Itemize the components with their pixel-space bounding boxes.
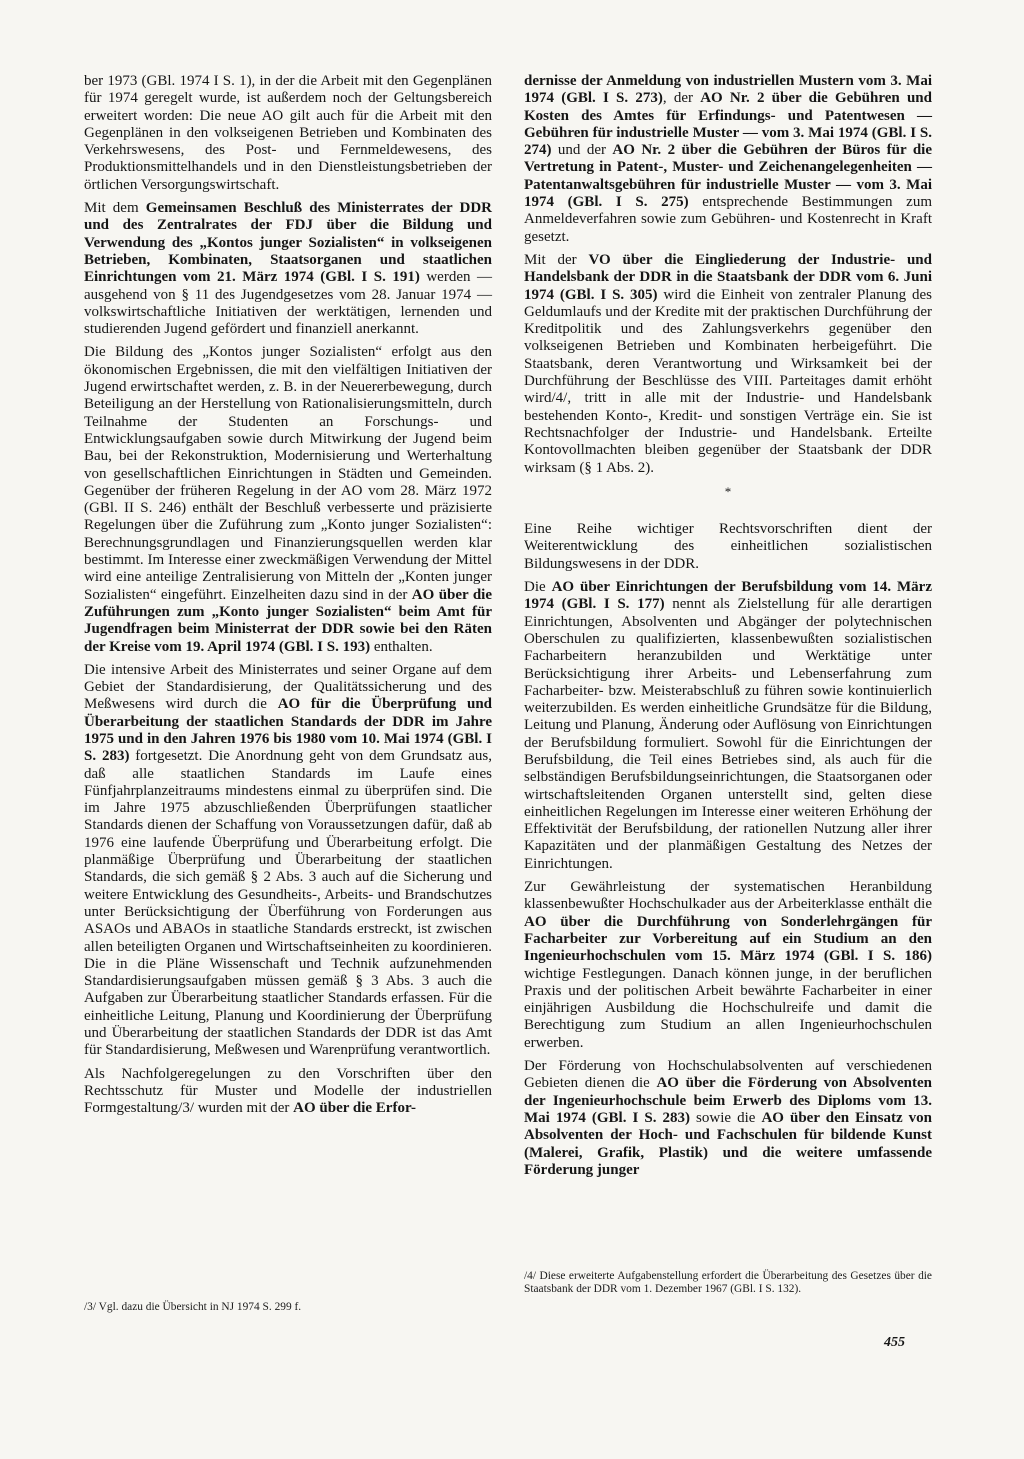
paragraph bbox=[84, 1066, 492, 1118]
legal-reference: AO über die Förderung von Absolventen der Ingenieurhochschule beim Erwerb des Diploms vom 13. Mai 1974 (GBl. I S. 283) bbox=[524, 1075, 932, 1126]
paragraph-text: Die Bildung des „Kontos junger Sozialisten“ erfolgt aus den ökonomischen Ergebnissen, die mit den vielfältigen Initiativen der Jugend erwirtschaftet werden, z. B. in der Neuererbewegung, durch Beteiligung an der Herstellung von Rationalisierungsmitteln, durch Teilnahme der Studenten an Forschungs- und Entwicklungsaufgaben sowie durch Mitwirkung der Jugend beim Bau, bei der Rekonstruktion, Modernisierung und Werterhaltung von gesellschaftlichen Einrichtungen in Städten und Gemeinden. Gegenüber der früheren Regelung in der AO vom 28. März 1972 (GBl. II S. 246) enthält der Beschluß verbesserte und präzisierte Regelungen über die Zuführung zum „Konto junger Sozialisten“: Berechnungsgrundlagen und Finanzierungsquellen werden klar bestimmt. Im Interesse einer zweckmäßigen Verwendung der Mittel wird eine anteilige Zentralisierung von Mitteln der „Konten junger Sozialisten“ eingeführt. Einzelheiten dazu sind in der bbox=[84, 344, 492, 603]
paragraph-text: ber 1973 (GBl. 1974 I S. 1), in der die Arbeit mit den Gegenplänen für 1974 geregelt wurde, ist außerdem noch der Geltungsbereich erweitert worden: Die neue AO gilt auch für die Arbeit mit den Gegenplänen in den volkseigenen Betrieben und Kombinaten des Verkehrswesens, des Post- und Fernmeldewesens, des Produktionsmittelhandels und in den Dienstleistungsbetrieben der örtlichen Versorgungswirtschaft. bbox=[84, 73, 492, 193]
paragraph bbox=[524, 1058, 932, 1179]
legal-reference: AO über die Durchführung von Sonderlehrgängen für Facharbeiter zur Vorbereitung auf ein Studium an den Ingenieurhochschulen vom 15. März 1974 (GBl. I S. 186) bbox=[524, 913, 932, 965]
footnote-4: /4/ Diese erweiterte Aufgabenstellung erfordert die Überarbeitung des Gesetzes über die Staatsbank der DDR vom 1. Dezember 1967 (GBl. I S. 132). bbox=[524, 1270, 932, 1295]
paragraph-text: Die intensive Arbeit des Ministerrates und seiner Organe auf dem Gebiet der Standardisierung, der Qualitätssicherung und des Meßwesens wird durch die bbox=[84, 661, 492, 713]
paragraph bbox=[524, 521, 932, 573]
paragraph-text: Die bbox=[524, 579, 552, 596]
paragraph-text: sowie die bbox=[690, 1109, 762, 1126]
right-column-top bbox=[524, 73, 932, 477]
paragraph bbox=[524, 879, 932, 1052]
legal-reference: AO über den Einsatz von Absolventen der Hoch- und Fachschulen für bildende Kunst (Malerei, Grafik, Plastik) und die weitere umfassende Förderung junger bbox=[524, 1109, 932, 1178]
footnote-3: /3/ Vgl. dazu die Übersicht in NJ 1974 S. 299 f. bbox=[84, 1301, 302, 1313]
paragraph-text: , der bbox=[662, 90, 701, 107]
paragraph-text: und der bbox=[551, 142, 613, 159]
paragraph-text: Eine Reihe wichtiger Rechtsvorschriften dient der Weiterentwicklung des einheitlichen sozialistischen Bildungswesens in der DDR. bbox=[524, 521, 932, 572]
legal-reference: dernisse der Anmeldung von industriellen Mustern vom 3. Mai 1974 (GBl. I S. 273) bbox=[524, 73, 932, 107]
paragraph-text: Als Nachfolgeregelungen zu den Vorschriften über den Rechtsschutz für Muster und Modelle der industriellen Formgestaltung/3/ wurden mit der bbox=[84, 1065, 492, 1117]
paragraph-text: Mit der bbox=[524, 251, 589, 268]
paragraph-text: nennt als Zielstellung für alle derartigen Einrichtungen, Absolventen und Abgänger der polytechnischen Oberschulen zu qualifizierten, klassenbewußten sozialistischen Facharbeitern heranzubilden und Werktätige unter Berücksichtigung ihrer Arbeits- und Lebenserfahrung zum Facharbeiter- bzw. Meisterabschluß zu führen sowie kontinuierlich weiterzubilden. Es werden einheitliche Grundsätze für die Bildung, Leitung und Planung, Änderung oder Auflösung von Einrichtungen der Berufsbildung formuliert. Sowohl für die Einrichtungen der Berufsbildung, die Teil eines Betriebes sind, als auch für die selbständigen Berufsbildungseinrichtungen, die Staatsorganen oder wirtschaftsleitenden Organen unterstellt sind, gelten diese einheitlichen Regelungen im Interesse einer weiteren Erhöhung der Effektivität der Berufsbildung, der rationellen Nutzung aller ihrer Kapazitäten und der planmäßigen Gestaltung des Netzes der Einrichtungen. bbox=[524, 596, 932, 872]
legal-reference: Gemeinsamen Beschluß des Ministerrates der DDR und des Zentralrates der FDJ über die Bildung und Verwendung des „Kontos junger Sozialisten“ in volkseigenen Betrieben, Kombinaten, Staatsorganen und staatlichen Einrichtungen vom 21. März 1974 (GBl. I S. 191) bbox=[84, 200, 492, 286]
paragraph bbox=[84, 73, 492, 194]
paragraph bbox=[84, 344, 492, 655]
paragraph bbox=[524, 579, 932, 873]
right-column-bottom bbox=[524, 521, 932, 1179]
legal-reference: AO über Einrichtungen der Berufsbildung vom 14. März 1974 (GBl. I S. 177) bbox=[524, 579, 932, 613]
paragraph bbox=[84, 662, 492, 1060]
paragraph-text: entsprechende Bestimmungen zum Anmeldeverfahren sowie zum Gebühren- und Kostenrecht in Kraft gesetzt. bbox=[524, 194, 932, 245]
left-column bbox=[84, 73, 492, 1124]
legal-reference: VO über die Eingliederung der Industrie- und Handelsbank der DDR in die Staatsbank der DDR vom 6. Juni 1974 (GBl. I S. 305) bbox=[524, 251, 932, 303]
legal-reference: AO für die Überprüfung und Überarbeitung der staatlichen Standards der DDR im Jahre 1975 und in den Jahren 1976 bis 1980 vom 10. Mai 1974 (GBl. I S. 283) bbox=[84, 696, 493, 765]
paragraph-text: fortgesetzt. Die Anordnung geht von dem Grundsatz aus, daß alle staatlichen Standards im Laufe eines Fünfjahrplanzeitraums mindestens einmal zu überprüfen sind. Die im Jahre 1975 abzuschließenden Überprüfungen staatlicher Standards dienen der Schaffung von Voraussetzungen dafür, daß ab 1976 eine laufende Überprüfung und Überarbeitung erfolgt. Die planmäßige Überprüfung und Überarbeitung der staatlichen Standards, die sich gemäß § 2 Abs. 3 auch auf die Sicherung und weitere Entwicklung des Gesundheits-, Arbeits- und Brandschutzes unter Berücksichtigung der Überführung von Forderungen aus ASAOs und ABAOs in staatliche Standards erstreckt, ist zwischen allen beteiligten Organen und Wirtschaftseinheiten zu koordinieren. Die in die Pläne Wissenschaft und Technik aufzunehmenden Standardisierungsaufgaben müssen gemäß § 3 Abs. 3 auch die Aufgaben zur Überarbeitung staatlicher Standards erfassen. Für die einheitliche Leitung, Planung und Koordinierung der Überprüfung und Überarbeitung der staatlichen Standards der DDR ist das Amt für Standardisierung, Meßwesen und Warenprüfung verantwortlich. bbox=[84, 748, 492, 1059]
paragraph-text: Zur Gewährleistung der systematischen Heranbildung klassenbewußter Hochschulkader aus der Arbeiterklasse enthält die bbox=[524, 879, 932, 913]
legal-reference: AO Nr. 2 über die Gebühren der Büros für die Vertretung in Patent-, Muster- und Zeichenangelegenheiten — Patentanwaltsgebühren für industrielle Muster — vom 3. Mai 1974 (GBl. I S. 275) bbox=[524, 142, 932, 211]
paragraph-text: wichtige Festlegungen. Danach können junge, in der beruflichen Praxis und der politischen Arbeit bewährte Facharbeiter in einer einjährigen Ausbildung die Hochschulreife und damit die Berechtigung zum Studium an allen Ingenieurhochschulen erwerben. bbox=[524, 965, 932, 1051]
legal-reference: AO über die Zuführungen zum „Konto junger Sozialisten“ beim Amt für Jugendfragen beim Ministerrat der DDR sowie bei den Räten der Kreise vom 19. April 1974 (GBl. I S. 193) bbox=[84, 586, 492, 655]
paragraph-text: Mit dem bbox=[84, 200, 146, 217]
legal-reference: AO Nr. 2 über die Gebühren und Kosten des Amtes für Erfindungs- und Patentwesen — Gebühren für industrielle Muster — vom 3. Mai 1974 (GBl. I S. 274) bbox=[524, 90, 932, 159]
paragraph-text: Der Förderung von Hochschulabsolventen auf verschiedenen Gebieten dienen die bbox=[524, 1058, 932, 1092]
paragraph-text: enthalten. bbox=[370, 638, 433, 655]
paragraph bbox=[84, 200, 492, 338]
right-column bbox=[524, 73, 932, 1185]
paragraph-text: werden — ausgehend von § 11 des Jugendgesetzes vom 28. Januar 1974 — volkswirtschaftliche Initiativen der werktätigen, lernenden und studierenden Jugend gefördert und finanziell anerkannt. bbox=[84, 269, 492, 338]
legal-reference: AO über die Erfor- bbox=[293, 1100, 417, 1117]
section-separator: * bbox=[724, 483, 732, 499]
page-number: 455 bbox=[884, 1335, 905, 1350]
paragraph-text: wird die Einheit von zentraler Planung des Geldumlaufs und der Kredite mit der praktischen Durchführung der Kreditpolitik und des Zahlungsverkehrs gegenüber den volkseigenen Betrieben und Kombinaten herbeigeführt. Die Staatsbank, deren Verantwortung und Wirksamkeit bei der Durchführung der Beschlüsse des VIII. Parteitages damit erhöht wird/4/, tritt in alle mit der Industrie- und Handelsbank bestehenden Konto-, Kredit- und sonstigen Verträge ein. Sie ist Rechtsnachfolger der Industrie- und Handelsbank. Erteilte Kontovollmachten bleiben gegenüber der Staatsbank der DDR wirksam (§ 1 Abs. 2). bbox=[524, 286, 932, 476]
paragraph bbox=[524, 252, 932, 477]
paragraph bbox=[524, 73, 932, 246]
